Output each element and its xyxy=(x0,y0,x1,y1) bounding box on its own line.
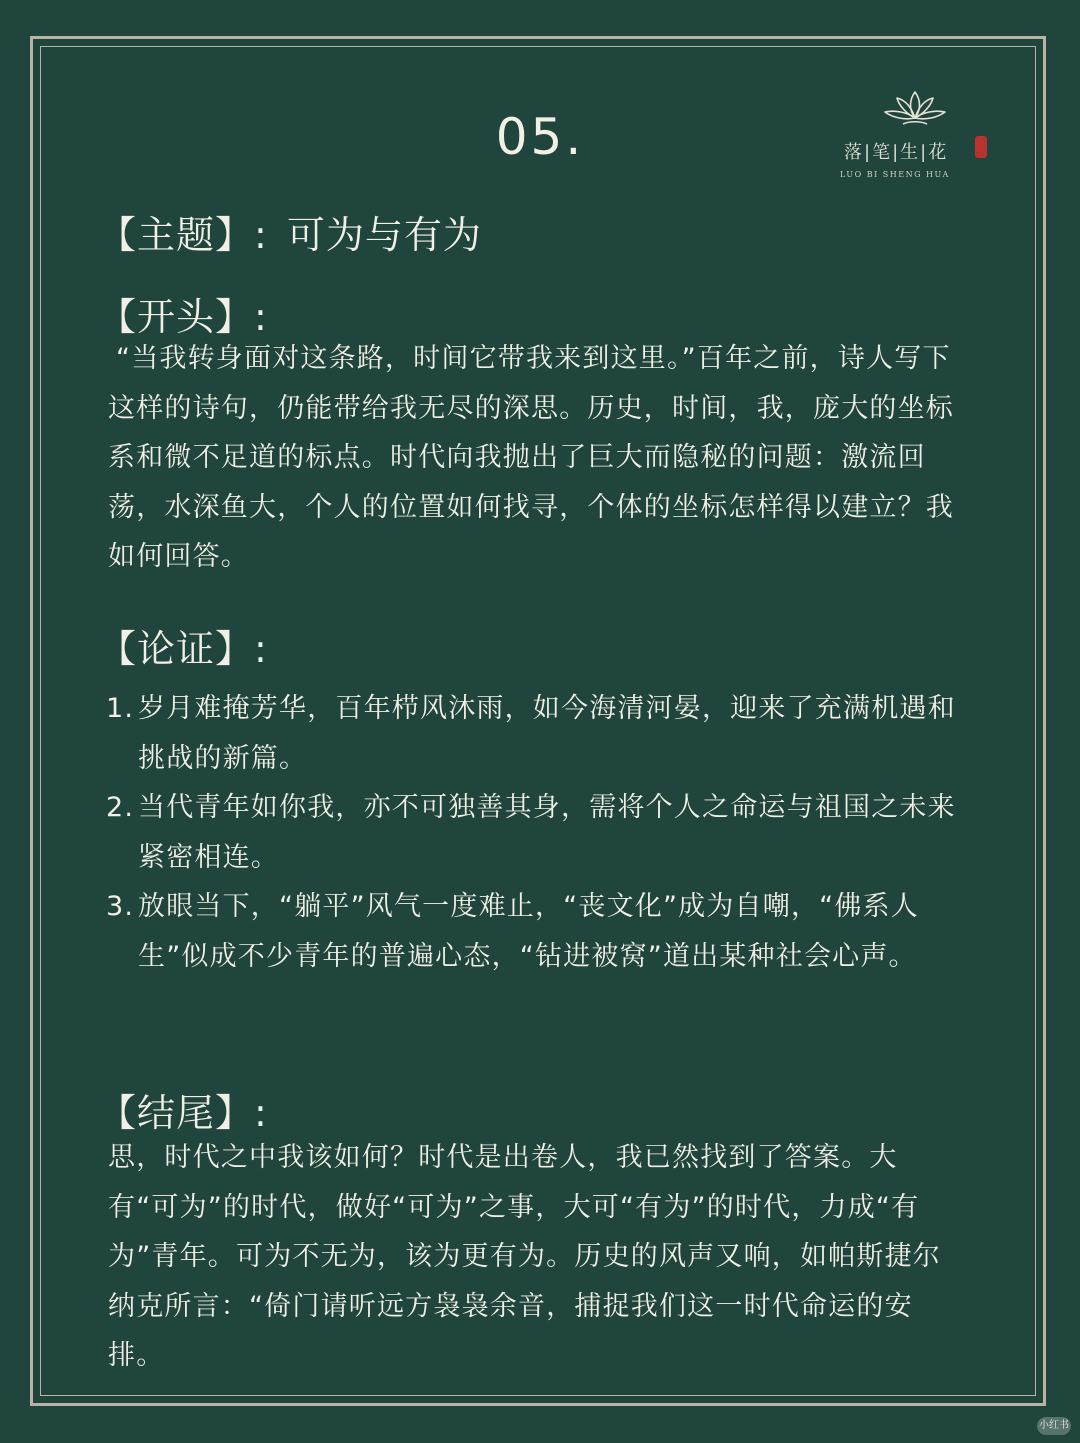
lotus-icon xyxy=(883,88,947,130)
list-item-text: 岁月难掩芳华，百年栉风沐雨，如今海清河晏，迎来了充满机遇和挑战的新篇。 xyxy=(138,693,956,774)
list-item-number: 3. xyxy=(106,891,135,923)
list-item-text: 放眼当下，“躺平”风气一度难止，“丧文化”成为自嘲，“佛系人生”似成不少青年的普遍心态，“钻进被窝”道出某种社会心声。 xyxy=(138,891,919,972)
brand-name: 落|笔|生|花 xyxy=(844,142,949,163)
list-item xyxy=(106,783,968,882)
theme-label: 【主题】: xyxy=(98,213,268,257)
brand-logo xyxy=(840,88,990,183)
theme-value: 可为与有为 xyxy=(286,213,482,257)
list-item-text: 当代青年如你我，亦不可独善其身，需将个人之命运与祖国之未来紧密相连。 xyxy=(138,792,956,873)
list-item-number: 2. xyxy=(106,792,135,824)
list-item-number: 1. xyxy=(106,693,135,724)
brand-pinyin: LUO BI SHENG HUA xyxy=(840,170,950,179)
opening-heading: 【开头】: xyxy=(98,295,268,339)
watermark-badge: 小红书 xyxy=(1037,1417,1071,1435)
list-item xyxy=(106,882,968,981)
ending-paragraph: 思，时代之中我该如何？时代是出卷人，我已然找到了答案。大有“可为”的时代，做好“可为”之事，大可“有为”的时代，力成“有为”青年。可为不无为，该为更有为。历史的风声又响，如帕斯捷尔纳克所言：“倚门请听远方袅袅余音，捕捉我们这一时代命运的安排。 xyxy=(108,1142,941,1372)
ending-heading: 【结尾】: xyxy=(98,1091,268,1135)
page-number: 05. xyxy=(495,108,585,166)
argument-heading: 【论证】: xyxy=(98,627,268,671)
red-seal xyxy=(975,136,987,158)
theme-heading xyxy=(98,204,482,259)
argument-list xyxy=(106,684,968,982)
opening-paragraph: “当我转身面对这条路，时间它带我来到这里。”百年之前，诗人写下这样的诗句，仍能带给我无尽的深思。历史，时间，我，庞大的坐标系和微不足道的标点。时代向我抛出了巨大而隐秘的问题：激流回荡，水深鱼大，个人的位置如何找寻，个体的坐标怎样得以建立？我如何回答。 xyxy=(108,343,954,573)
list-item xyxy=(106,684,968,783)
